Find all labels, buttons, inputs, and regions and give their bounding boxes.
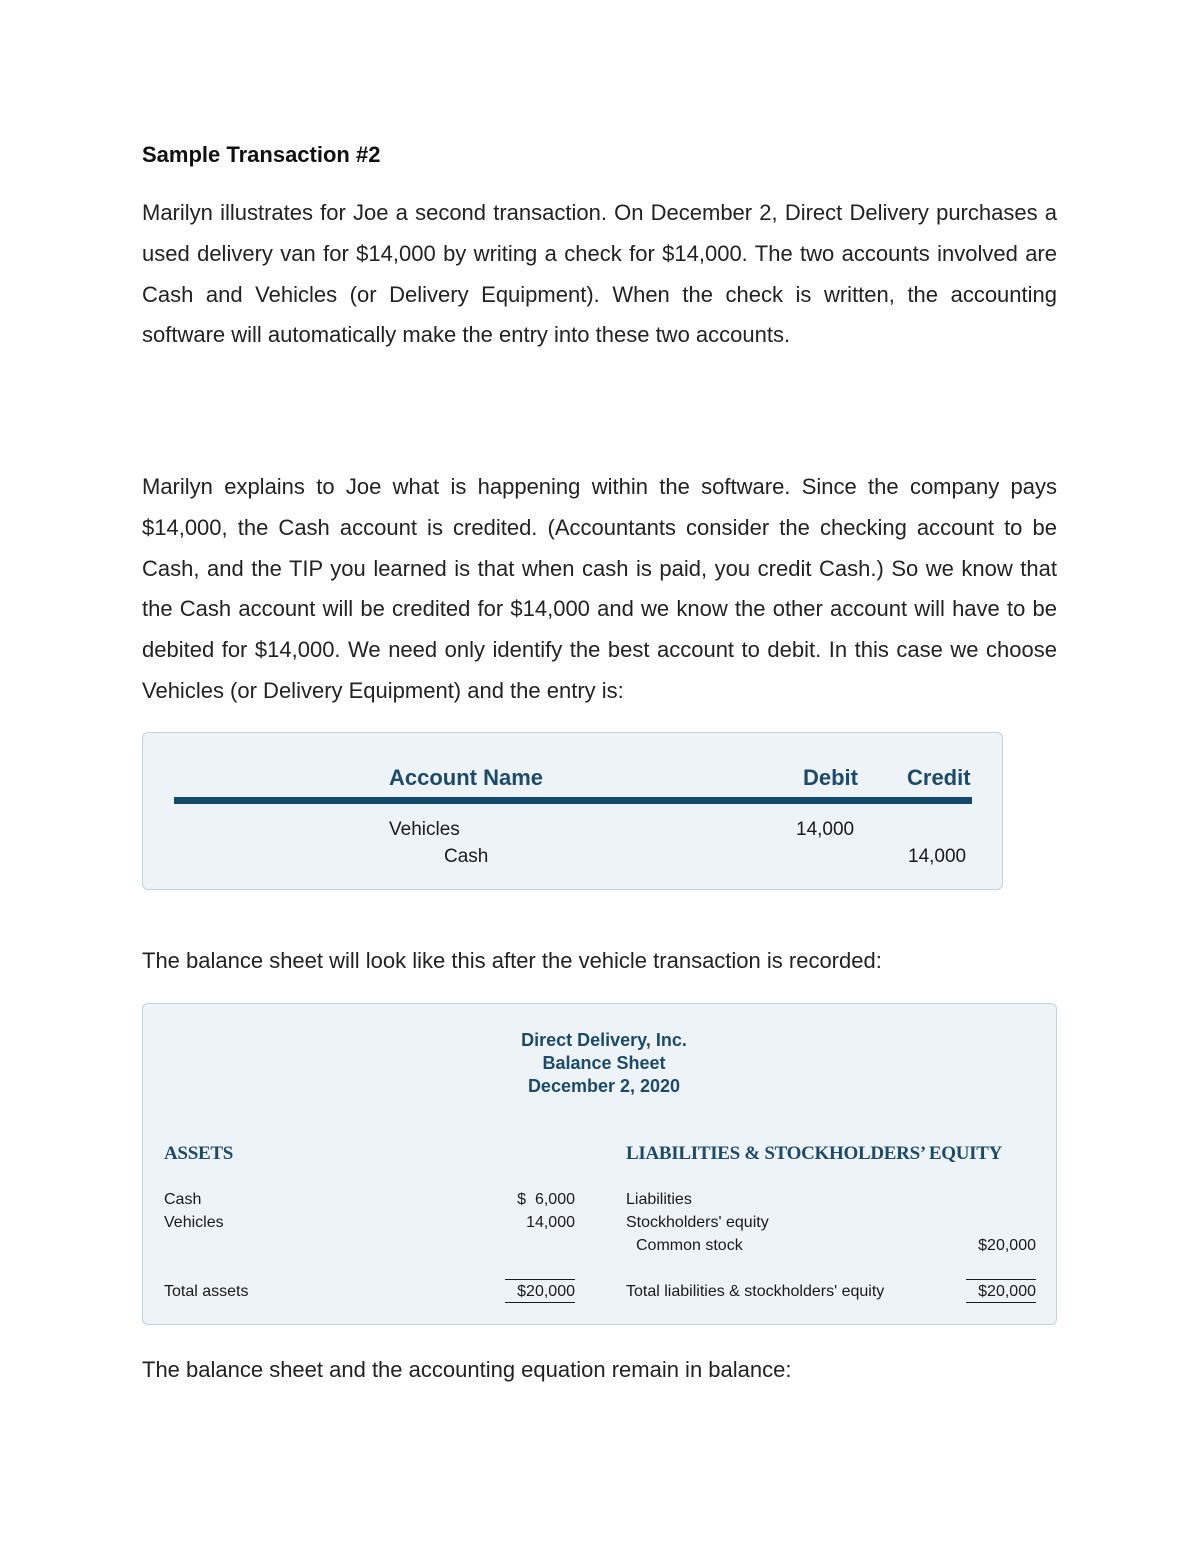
- total-assets-label: Total assets: [164, 1283, 249, 1300]
- liability-label-liabilities: Liabilities: [626, 1191, 692, 1208]
- assets-heading: ASSETS: [164, 1143, 233, 1164]
- paragraph-explanation: Marilyn explains to Joe what is happening within the software. Since the company pays $14,000, the Cash account is credited. (Accountants consider the checking account to be Cash, and the TIP you learned is that when cash is paid, you credit Cash.) So we know that the Cash account will be credited for $14,000 and we know the other account will have to be debited for $14,000. We need only identify the best account to debit. In this case we choose Vehicles (or Delivery Equipment) and the entry is:: [142, 474, 1057, 703]
- balance-sheet-company: Direct Delivery, Inc.: [521, 1030, 687, 1050]
- liabilities-equity-heading: LIABILITIES & STOCKHOLDERS’ EQUITY: [626, 1143, 1003, 1164]
- balance-sheet-title: Balance Sheet: [542, 1053, 666, 1073]
- header-rule: [174, 797, 972, 804]
- paragraph-balance-sheet-intro: The balance sheet will look like this after the vehicle transaction is recorded:: [142, 948, 882, 973]
- liability-label-stockholders-equity: Stockholders' equity: [626, 1214, 769, 1231]
- entry-debit-vehicles: 14,000: [796, 819, 855, 840]
- asset-value-vehicles: 14,000: [526, 1214, 575, 1231]
- entry-account-vehicles: Vehicles: [389, 819, 460, 840]
- total-assets-value: $20,000: [505, 1279, 575, 1303]
- equity-value-common-stock: $20,000: [978, 1237, 1036, 1254]
- entry-credit-cash: 14,000: [908, 846, 967, 867]
- column-header-credit: Credit: [907, 765, 971, 790]
- asset-label-vehicles: Vehicles: [164, 1214, 224, 1231]
- equity-label-common-stock: Common stock: [636, 1237, 743, 1254]
- section-heading: Sample Transaction #2: [142, 142, 381, 167]
- balance-sheet-date: December 2, 2020: [527, 1076, 681, 1096]
- paragraph-conclusion: The balance sheet and the accounting equation remain in balance:: [142, 1357, 792, 1382]
- paragraph-intro: Marilyn illustrates for Joe a second transaction. On December 2, Direct Delivery purchases a used delivery van for $14,000 by writing a check for $14,000. The two accounts involved are Cash and Vehicles (or Delivery Equipment). When the check is written, the accounting software will automatically make the entry into these two accounts.: [142, 200, 1057, 348]
- balance-sheet: [142, 1003, 1057, 1325]
- column-header-account-name: Account Name: [389, 765, 544, 790]
- journal-entry-table: [142, 732, 1003, 890]
- total-liabilities-equity-value: $20,000: [966, 1279, 1036, 1303]
- asset-label-cash: Cash: [164, 1191, 202, 1208]
- entry-account-cash: Cash: [444, 846, 489, 867]
- total-liabilities-equity-label: Total liabilities & stockholders' equity: [626, 1283, 885, 1300]
- column-header-debit: Debit: [803, 765, 858, 790]
- asset-value-cash: $ 6,000: [517, 1191, 575, 1208]
